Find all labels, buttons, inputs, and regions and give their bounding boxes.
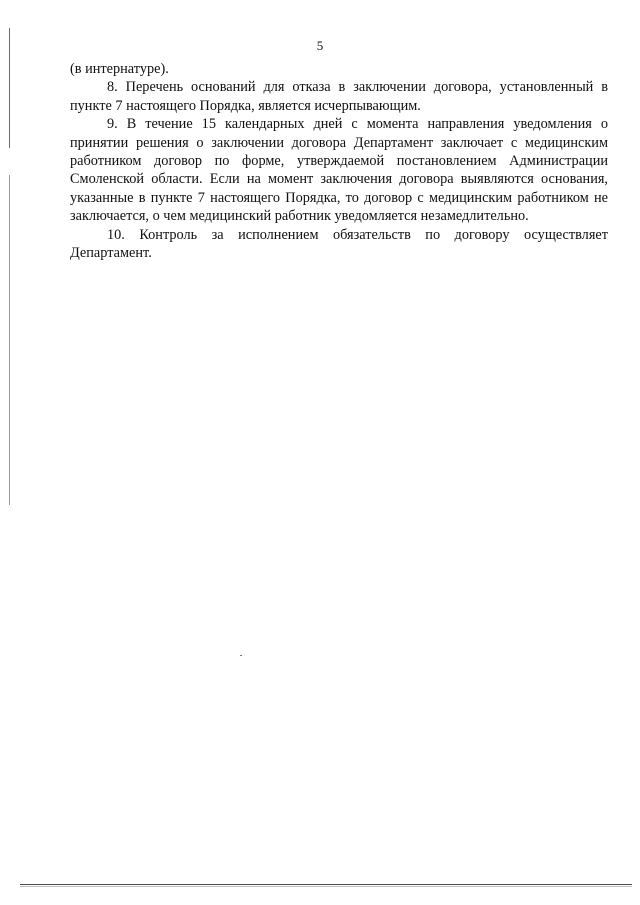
page-number: 5 bbox=[316, 38, 324, 53]
scan-edge-mark bbox=[9, 175, 10, 505]
scan-bottom-edge bbox=[20, 886, 632, 887]
scan-bottom-edge bbox=[20, 884, 632, 885]
paragraph-item-8: 8. Перечень оснований для отказа в заключении договора, установленный в пункте 7 настоящего Порядка, является исчерпывающим. bbox=[70, 79, 608, 114]
paragraph-item-9: 9. В течение 15 календарных дней с момента направления уведомления о принятии решения о заключении договора Департамент заключает с медицинским работником договор по форме, утверждаемой постановлением Администрации Смоленской области. Если на момент заключения договора выявляются основания, указанные в пункте 7 настоящего Порядка, то договор с медицинским работником не заключается, о чем медицинский работник уведомляется незамедлительно. bbox=[70, 116, 608, 225]
paragraph-item-10: 10. Контроль за исполнением обязательств по договору осуществляет Департамент. bbox=[70, 226, 608, 262]
scan-speck bbox=[240, 655, 242, 656]
document-body bbox=[70, 60, 608, 262]
paragraph-continuation: (в интернатуре). bbox=[70, 61, 169, 77]
